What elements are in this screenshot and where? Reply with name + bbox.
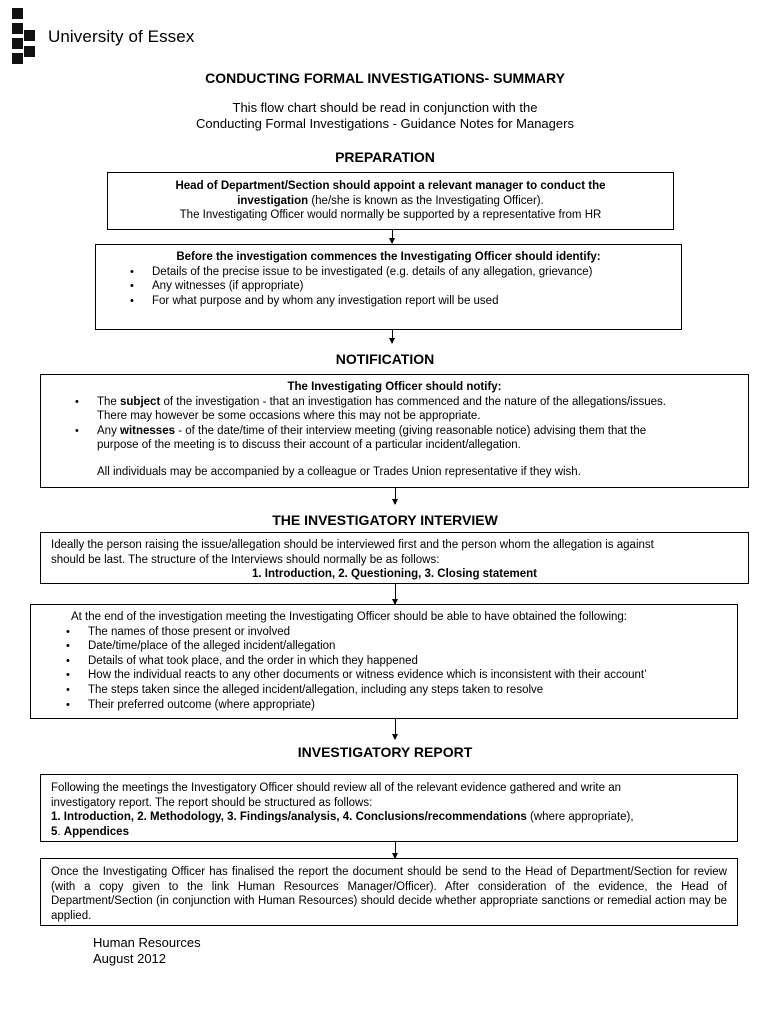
report-structure: 1. Introduction, 2. Methodology, 3. Findings/analysis, 4. Conclusions/recommendations (where appropriate), xyxy=(51,811,634,824)
appoint-line-2: investigation (he/she is known as the Investigating Officer). xyxy=(237,194,544,207)
appoint-line-3: The Investigating Officer would normally be supported by a representative from HR xyxy=(179,209,602,222)
flow-arrow xyxy=(395,584,396,604)
flow-arrow xyxy=(392,230,393,243)
list-item: • Details of the precise issue to be investigated (e.g. details of any allegation, grievance) xyxy=(130,265,593,278)
list-item: • The steps taken since the alleged incident/allegation, including any steps taken to resolve xyxy=(66,683,544,696)
intro-line-2: Conducting Formal Investigations - Guidance Notes for Managers xyxy=(196,116,574,131)
list-item: • For what purpose and by whom any investigation report will be used xyxy=(130,294,499,307)
preparation-heading: PREPARATION xyxy=(335,149,435,165)
obtained-list xyxy=(66,625,737,713)
report-heading: INVESTIGATORY REPORT xyxy=(297,744,473,760)
university-logo-text: University of Essex xyxy=(48,27,195,46)
list-item: • Date/time/place of the alleged incident/allegation xyxy=(66,640,336,653)
interview-box-order xyxy=(40,532,749,584)
appoint-line-1: Head of Department/Section should appoint a relevant manager to conduct the xyxy=(175,180,606,192)
list-item: • Details of what took place, and the order in which they happened xyxy=(66,654,418,667)
intro-line-1: This flow chart should be read in conjunction with the xyxy=(232,100,538,115)
flow-arrow xyxy=(395,842,396,858)
interview-box-obtained xyxy=(30,604,738,719)
report-box-structure xyxy=(40,774,738,842)
footer-date: August 2012 xyxy=(93,951,167,966)
obtained-heading: At the end of the investigation meeting the Investigating Officer should be able to have obtained the following: xyxy=(71,611,627,623)
order-line-2: should be last. The structure of the Interviews should normally be as follows: xyxy=(51,553,440,566)
interview-heading: THE INVESTIGATORY INTERVIEW xyxy=(272,512,498,528)
flow-arrow xyxy=(395,488,396,504)
order-line-1: Ideally the person raising the issue/allegation should be interviewed first and the person whom the allegation is against xyxy=(51,539,654,551)
list-item: • Any witnesses - of the date/time of their interview meeting (giving reasonable notice) advising them that the purpose of the meeting is to discuss their account of a particular incident/allegation. xyxy=(75,424,647,452)
flow-arrow xyxy=(392,330,393,343)
notify-list xyxy=(75,395,748,453)
interview-structure: 1. Introduction, 2. Questioning, 3. Closing statement xyxy=(252,568,537,581)
report-box-finalise xyxy=(40,858,738,926)
report-line-1: Following the meetings the Investigatory Officer should review all of the relevant evidence gathered and write an xyxy=(51,782,621,794)
list-item: • Their preferred outcome (where appropriate) xyxy=(66,698,315,711)
flow-arrow xyxy=(395,719,396,739)
list-item: • How the individual reacts to any other documents or witness evidence which is inconsistent with their account’ xyxy=(66,669,647,682)
preparation-box-identify xyxy=(95,244,682,330)
identify-list xyxy=(130,265,681,309)
list-item: • The names of those present or involved xyxy=(66,625,291,638)
accompanied-note: All individuals may be accompanied by a colleague or Trades Union representative if they wish. xyxy=(97,465,581,478)
footer-department: Human Resources xyxy=(93,935,201,950)
notification-box xyxy=(40,374,749,488)
preparation-box-appoint xyxy=(107,172,674,230)
report-appendices: 5. Appendices xyxy=(51,825,129,838)
finalise-text: Once the Investigating Officer has finalised the report the document should be send to the Head of Department/Section for review (with a copy given to the link Human Resources Manager/Officer). After consideration of the evidence, the Head of Department/Section (in conjunction with Human Resources) should decide whether appropriate sanctions or remedial action may be applied. xyxy=(51,866,727,922)
notification-heading: NOTIFICATION xyxy=(335,351,435,367)
notify-heading: The Investigating Officer should notify: xyxy=(287,381,502,393)
university-logo-mark xyxy=(12,8,36,64)
list-item: • The subject of the investigation - that an investigation has commenced and the nature of the allegations/issues. There may however be some occasions where this may not be appropriate. xyxy=(75,395,666,423)
list-item: • Any witnesses (if appropriate) xyxy=(130,280,304,293)
page-title: CONDUCTING FORMAL INVESTIGATIONS- SUMMARY xyxy=(205,70,565,86)
report-line-2: investigatory report. The report should be structured as follows: xyxy=(51,796,373,809)
identify-heading: Before the investigation commences the Investigating Officer should identify: xyxy=(176,251,601,263)
